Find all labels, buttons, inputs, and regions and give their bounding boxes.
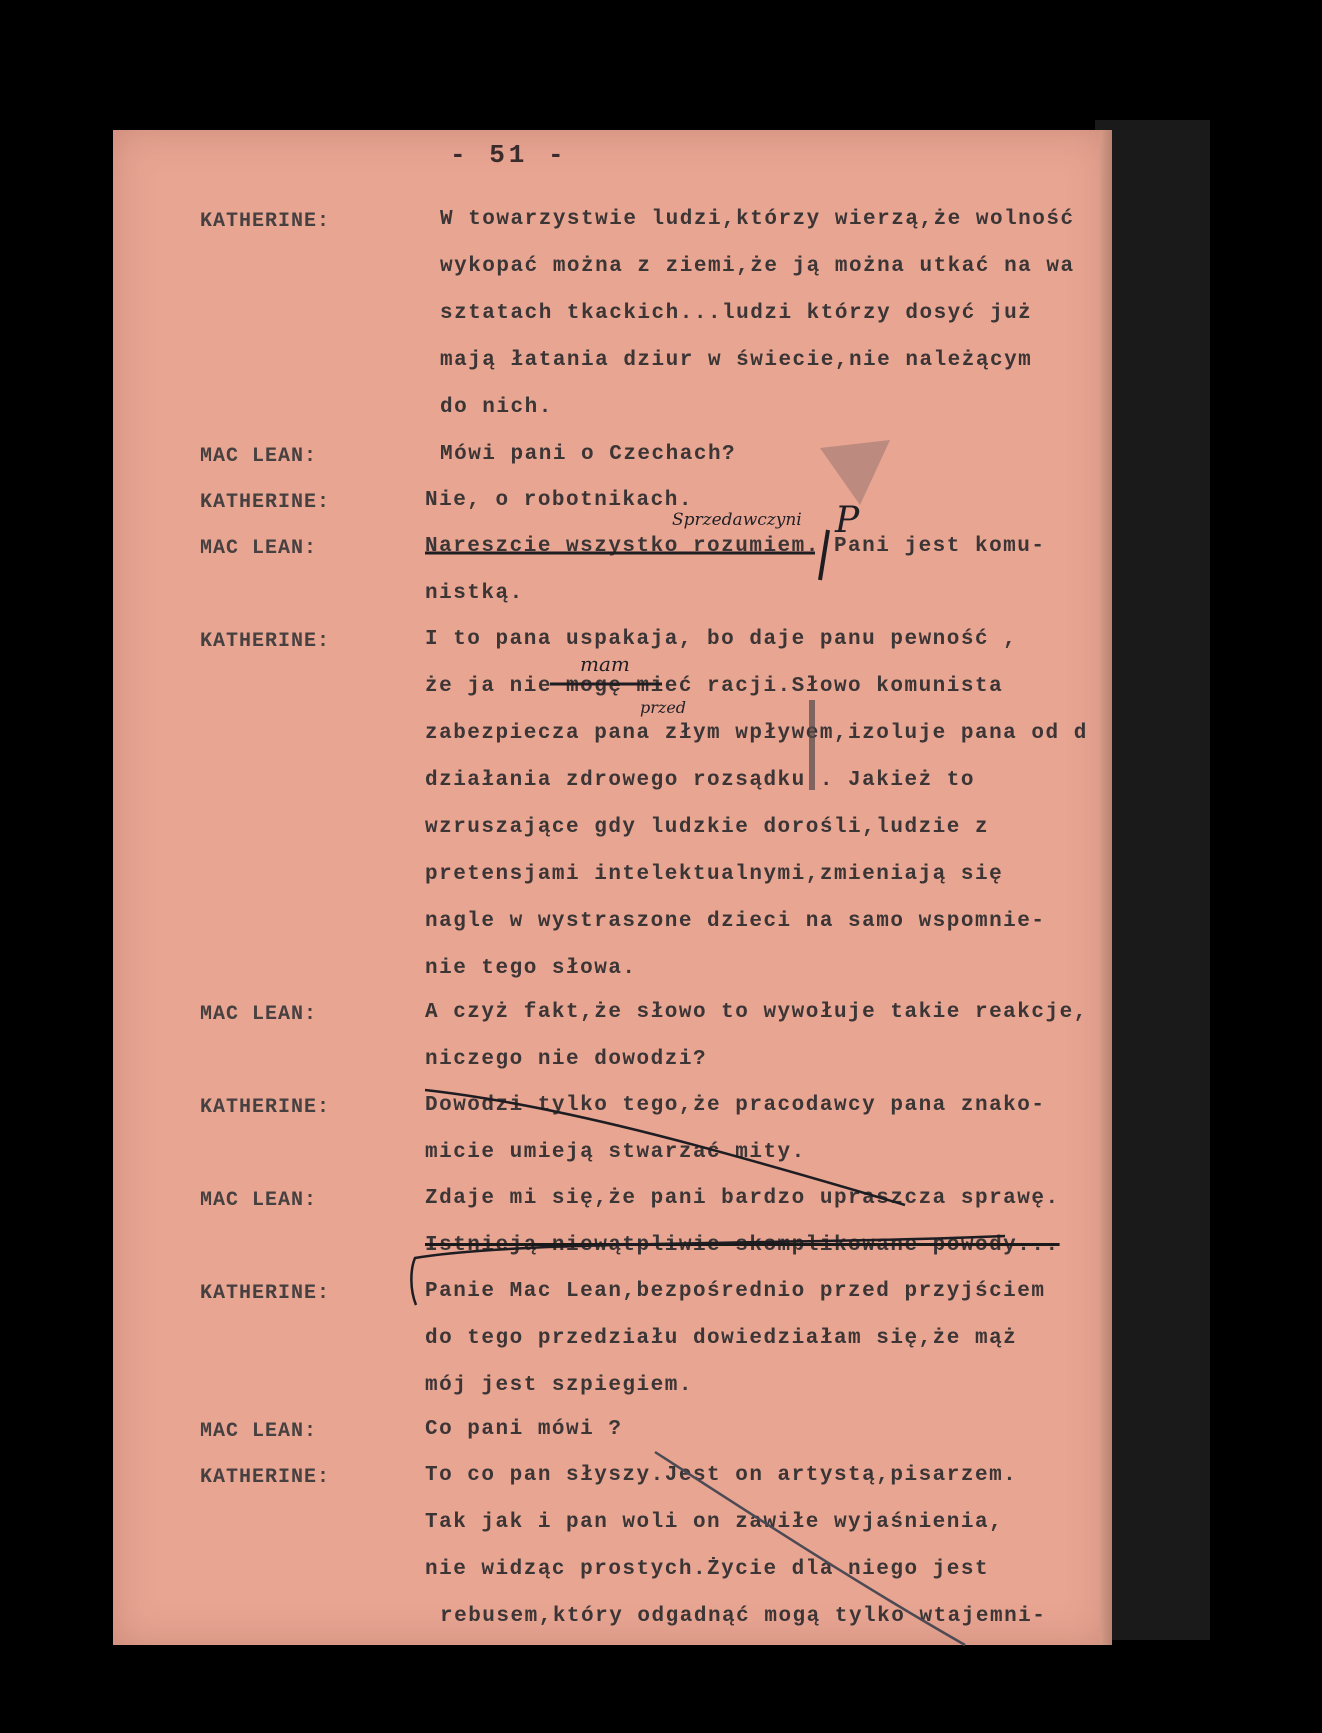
dialogue-line: I to pana uspakaja, bo daje panu pewność , xyxy=(425,628,1018,651)
dialogue-line: nagle w wystraszone dzieci na samo wspomnie- xyxy=(425,910,1046,933)
dialogue-line: do tego przedziału dowiedziałam się,że mąż xyxy=(425,1327,1018,1350)
speaker-label: MAC LEAN: xyxy=(200,537,318,560)
dialogue-line: Dowodzi tylko tego,że pracodawcy pana znako- xyxy=(425,1094,1046,1117)
dialogue-line: Panie Mac Lean,bezpośrednio przed przyjściem xyxy=(425,1280,1046,1303)
dialogue-line: działania zdrowego rozsądku . Jakież to xyxy=(425,769,975,792)
dialogue-line: Tak jak i pan woli on zawiłe wyjaśnienia, xyxy=(425,1511,1004,1534)
dialogue-line: micie umieją stwarzać mity. xyxy=(425,1141,806,1164)
speaker-label: MAC LEAN: xyxy=(200,1003,318,1026)
speaker-label: MAC LEAN: xyxy=(200,1420,318,1443)
dialogue-line: Istnieją niewątpliwie skomplikowane powody... xyxy=(425,1234,1060,1257)
dialogue-line: Mówi pani o Czechach? xyxy=(440,443,737,466)
speaker-label: KATHERINE: xyxy=(200,210,331,233)
page-number: - 51 - xyxy=(450,140,568,170)
dialogue-line: Nie, o robotnikach. xyxy=(425,489,693,512)
dialogue-line: Zdaje mi się,że pani bardzo upraszcza sprawę. xyxy=(425,1187,1060,1210)
handwritten-note: Sprzedawczyni xyxy=(672,510,802,530)
speaker-label: KATHERINE: xyxy=(200,491,331,514)
dialogue-line: mają łatania dziur w świecie,nie należącym xyxy=(440,349,1033,372)
dialogue-line: sztatach tkackich...ludzi którzy dosyć już xyxy=(440,302,1033,325)
dialogue-line: nie widząc prostych.Życie dla niego jest xyxy=(425,1558,990,1581)
dialogue-line: Co pani mówi ? xyxy=(425,1418,623,1441)
speaker-label: KATHERINE: xyxy=(200,630,331,653)
dialogue-line: niczego nie dowodzi? xyxy=(425,1048,708,1071)
handwritten-note: mam xyxy=(580,652,630,676)
dialogue-line: mój jest szpiegiem. xyxy=(425,1374,693,1397)
dialogue-line: Nareszcie wszystko rozumiem. Pani jest komu- xyxy=(425,535,1046,558)
dialogue-line: wzruszające gdy ludzkie dorośli,ludzie z xyxy=(425,816,990,839)
dialogue-line: do nich. xyxy=(440,396,553,419)
page-edge xyxy=(1100,130,1112,1645)
speaker-label: MAC LEAN: xyxy=(200,1189,318,1212)
dialogue-line: pretensjami intelektualnymi,zmieniają się xyxy=(425,863,1004,886)
speaker-label: MAC LEAN: xyxy=(200,445,318,468)
back-sheet xyxy=(1095,120,1210,1640)
dialogue-line: wykopać można z ziemi,że ją można utkać na wa xyxy=(440,255,1075,278)
speaker-label: KATHERINE: xyxy=(200,1096,331,1119)
dialogue-line: że ja nie mogę mieć racji.Słowo komunista xyxy=(425,675,1004,698)
dialogue-line: rebusem,który odgadnąć mogą tylko wtajemni- xyxy=(440,1605,1047,1628)
dialogue-line: A czyż fakt,że słowo to wywołuje takie reakcje, xyxy=(425,1001,1088,1024)
dialogue-line: To co pan słyszy.Jest on artystą,pisarzem. xyxy=(425,1464,1018,1487)
speaker-label: KATHERINE: xyxy=(200,1282,331,1305)
dialogue-line: W towarzystwie ludzi,którzy wierzą,że wolność xyxy=(440,208,1075,231)
handwritten-note: P xyxy=(835,500,860,541)
dialogue-line: nistką. xyxy=(425,582,524,605)
dialogue-line: zabezpiecza pana złym wpływem,izoluje pana od d xyxy=(425,722,1088,745)
speaker-label: KATHERINE: xyxy=(200,1466,331,1489)
handwritten-note: przed xyxy=(640,698,687,717)
dialogue-line: nie tego słowa. xyxy=(425,957,637,980)
